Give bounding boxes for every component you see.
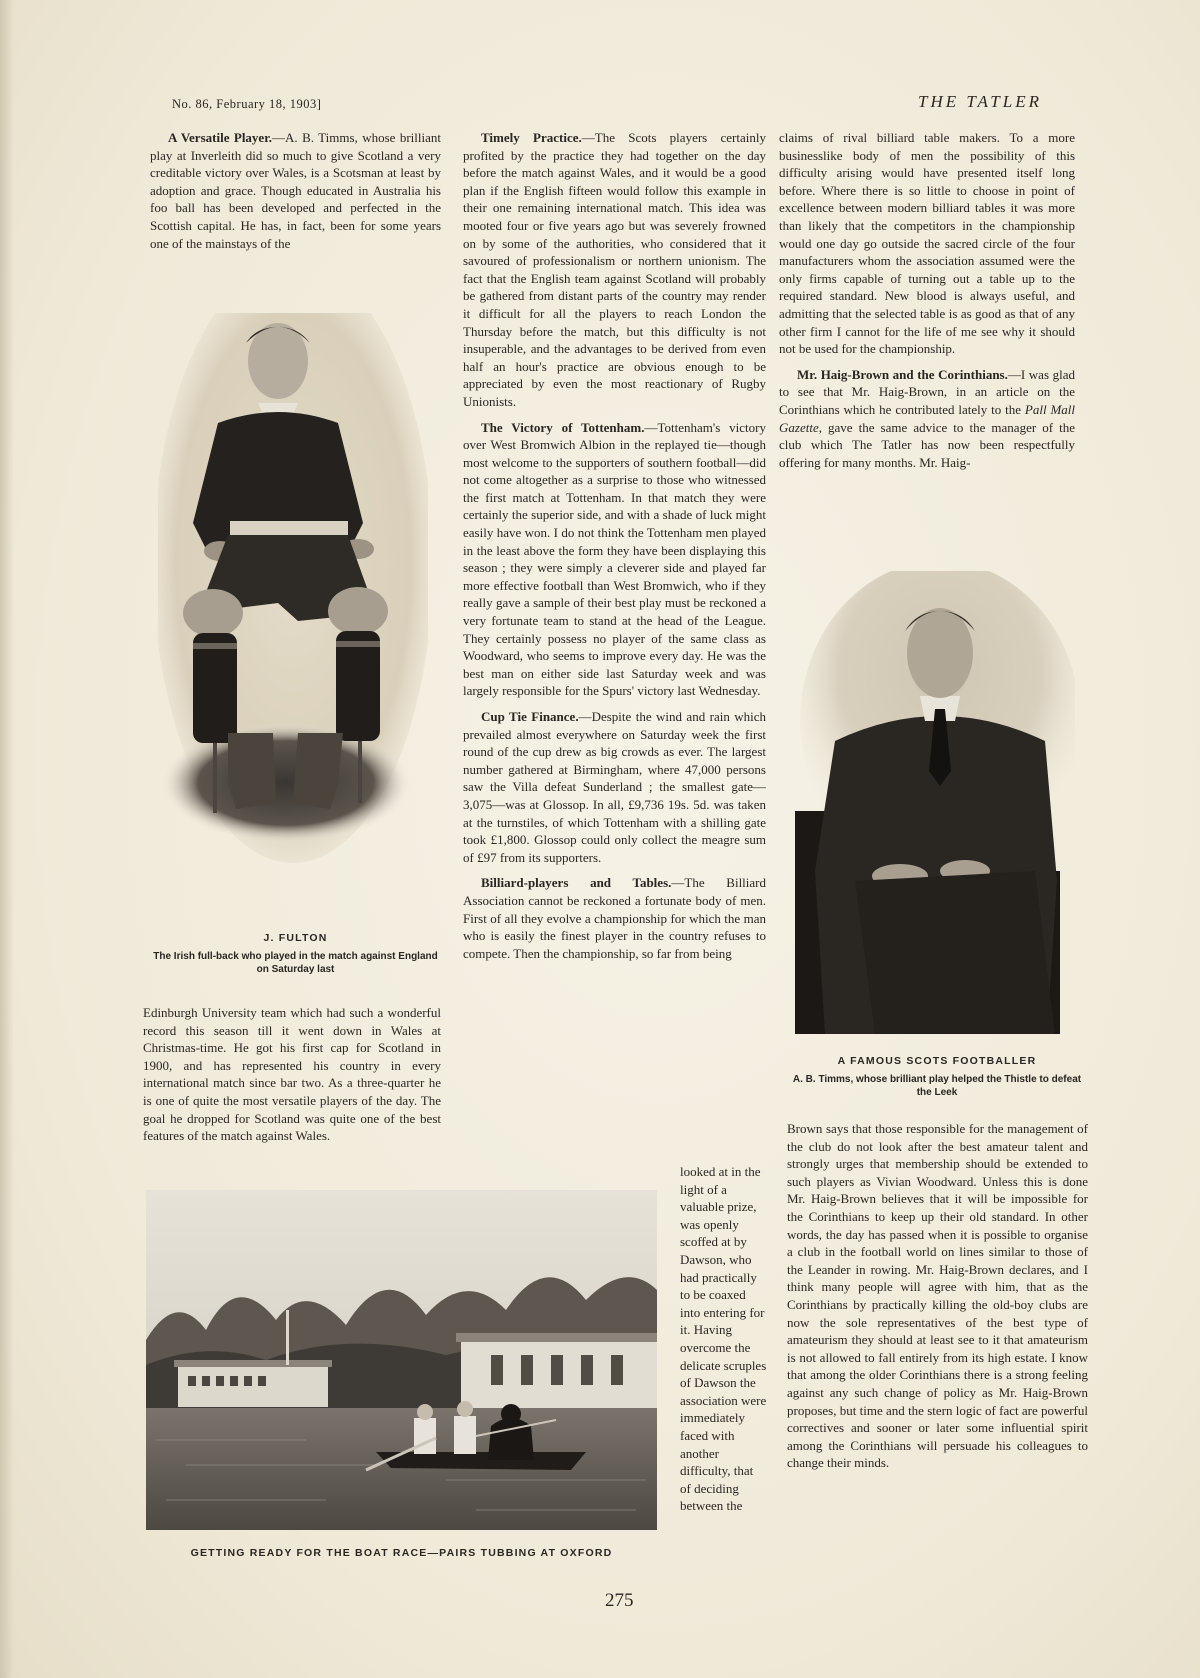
article-body: —Tottenham's victory over West Bromwich Albion in the replayed tie—though most welcome to the supporters of southern football—did not come altogether as a surprise to those who witnessed the first match at Tottenham. In that match they were certainly the superior side, and with a shade of luck might easily have won. I do not think the Tottenham men played in the least above the form they have been displaying this season ; they were simply a cleverer side and played far more effective football than West Bromwich, who if they really gave a sample of their best play must be reckoned a very fortunate team to stand at the head of the League. They certainly possess no player of the same class as Woodward, who seems to improve every day. He was the best man on either side last Saturday week and was largely responsible for the Spurs' victory last Wednesday.	[463, 419, 766, 699]
magazine-title: THE TATLER	[918, 92, 1042, 111]
column-2-narrow-continuation	[680, 1163, 767, 1523]
article-continuation: looked at in the light of a valuable prize, was openly scoffed at by Dawson, who had practically to be coaxed into entering for it. Having overcome the delicate scruples of Dawson the association were immediately faced with another difficulty, that of deciding between the	[680, 1164, 767, 1514]
article-continuation: Edinburgh University team which had such a wonderful record this season till it went down in Wales at Christmas-time. He got his first cap for Scotland in 1900, and has represented his country in every international match since bar two. As a three-quarter he is one of quite the most versatile players of the day. The goal he dropped for Scotland was quite one of the best features of the match against Wales.	[143, 1005, 441, 1144]
caption-title: J. FULTON	[263, 932, 328, 944]
article-haig-brown	[779, 366, 1075, 472]
article-body: —The Scots players certainly profited by the practice they had together on the day before the match against Wales, and it would be a good plan if the English fifteen would follow this example in their one remaining international match. This idea was mooted four or five years ago but was severely frowned on by some of the authorities, who considered that it savoured of professionalism or northern unionism. The fact that the English team against Scotland will probably be gathered from distant parts of the country may render it difficult for all the players to reach London the Thursday before the match, but this difficulty is not insuperable, and the advantages to be derived from even half an hour's practice are obvious enough to be appreciated by even the most reactionary of Rugby Unionists.	[463, 130, 766, 409]
issue-header: No. 86, February 18, 1903]	[172, 97, 322, 111]
fulton-caption	[150, 932, 441, 976]
section-heading: Cup Tie Finance.	[481, 709, 579, 724]
timms-portrait-photo	[795, 571, 1075, 1034]
article-body: —Despite the wind and rain which prevailed almost everywhere on Saturday week the first round of the cup drew as big crowds as ever. The largest number gathered at Birmingham, where 47,000 persons saw the Villa defeat Sunderland ; the smallest gate—3,075—was at Glossop. In all, £9,736 19s. 5d. was taken at the turnstiles, of which Tottenham with a shilling gate took £1,800. Glossop could only collect the meagre sum of £97 from its supporters.	[463, 709, 767, 865]
article-body: , gave the same advice to the manager of the club which The Tatler has now been respectfully offering for many months. Mr. Haig-	[779, 419, 1075, 470]
article-body: —The Billiard Association cannot be reckoned a fortunate body of men. First of all they evolve a championship for which the man who is easily the finest player in the country refuses to compete. Then the championship, so far from being	[463, 875, 767, 961]
fulton-portrait-photo	[158, 313, 428, 885]
caption-title: A FAMOUS SCOTS FOOTBALLER	[837, 1055, 1037, 1067]
article-versatile-player	[150, 129, 441, 252]
boat-race-photo	[146, 1190, 657, 1530]
article-continuation: Brown says that those responsible for the management of the club do not look after the best amateur talent and strongly urges that membership should be extended to such players as Vivian Woodward. Unless this is done Mr. Haig-Brown believes that it will be impossible for the Corinthians to keep up their old standard. In other words, the day has passed when it is possible to organise a club in the football world on lines similar to those of the Leander in rowing. Mr. Haig-Brown declares, and I think many people will agree with him, that as the Corinthians by practically killing the old-boy clubs are now the sole representatives of the best type of amateurism they should at least see to it that amateurism is not allowed to fall entirely from its high estate. I know that among the older Corinthians there is a strong feeling against any such change of policy as Mr. Haig-Brown proposes, but time and the stern logic of fact are powerful correctives and sooner or later some influential spirit among the Corinthians will persuade his colleagues to change their minds.	[787, 1121, 1088, 1471]
page-edge	[0, 0, 14, 1678]
section-heading: Mr. Haig-Brown and the Corinthians.	[797, 366, 1008, 382]
column-2	[463, 129, 766, 970]
article-continuation: claims of rival billiard table makers. To a more businesslike body of men the possibility of this difficulty arising would have presented itself long before. Where there is so little to choose in point of excellence between modern billiard tables it was more than likely that the competitors in the championship would one day go outside the sacred circle of the four manufacturers whom the association assumed were the only firms capable of turning out a table up to the required standard. New blood is always useful, and admitting that the selected table is as good as that of any other firm I cannot for the life of me see why it should not be used for the championship.	[779, 130, 1075, 357]
newspaper-name: Pall Mall Gazette	[779, 401, 1075, 435]
section-heading: The Victory of Tottenham.	[481, 419, 645, 435]
article-body: —A. B. Timms, whose brilliant play at Inverleith did so much to give Scotland a very creditable victory over Wales, is a Scotsman at least by adoption and grace. Though educated in Australia his foo ball has been developed and perfected in the Scottish capital. He has, in fact, been for some years one of the mainstays of the	[150, 130, 442, 251]
page-number: 275	[605, 1590, 634, 1611]
section-heading: A Versatile Player.	[168, 130, 273, 145]
timms-caption	[787, 1055, 1087, 1099]
article-cup-tie-finance	[463, 708, 766, 866]
column-3-bottom	[787, 1120, 1088, 1480]
column-1-top	[150, 129, 441, 260]
article-billiards	[463, 874, 766, 962]
column-3-top	[779, 129, 1075, 479]
boat-race-caption: GETTING READY FOR THE BOAT RACE—PAIRS TUBBING AT OXFORD	[190, 1547, 613, 1559]
section-heading: Billiard-players and Tables.	[481, 875, 672, 891]
caption-subtitle: The Irish full-back who played in the match against England on Saturday last	[153, 951, 438, 975]
article-tottenham	[463, 419, 766, 701]
caption-subtitle: A. B. Timms, whose brilliant play helped the Thistle to defeat the Leek	[792, 1074, 1082, 1098]
article-timely-practice	[463, 129, 766, 411]
column-1-bottom	[143, 1004, 441, 1153]
article-body: —I was glad to see that Mr. Haig-Brown, in an article on the Corinthians which he contributed lately to the	[779, 366, 1075, 417]
section-heading: Timely Practice.	[481, 130, 582, 145]
